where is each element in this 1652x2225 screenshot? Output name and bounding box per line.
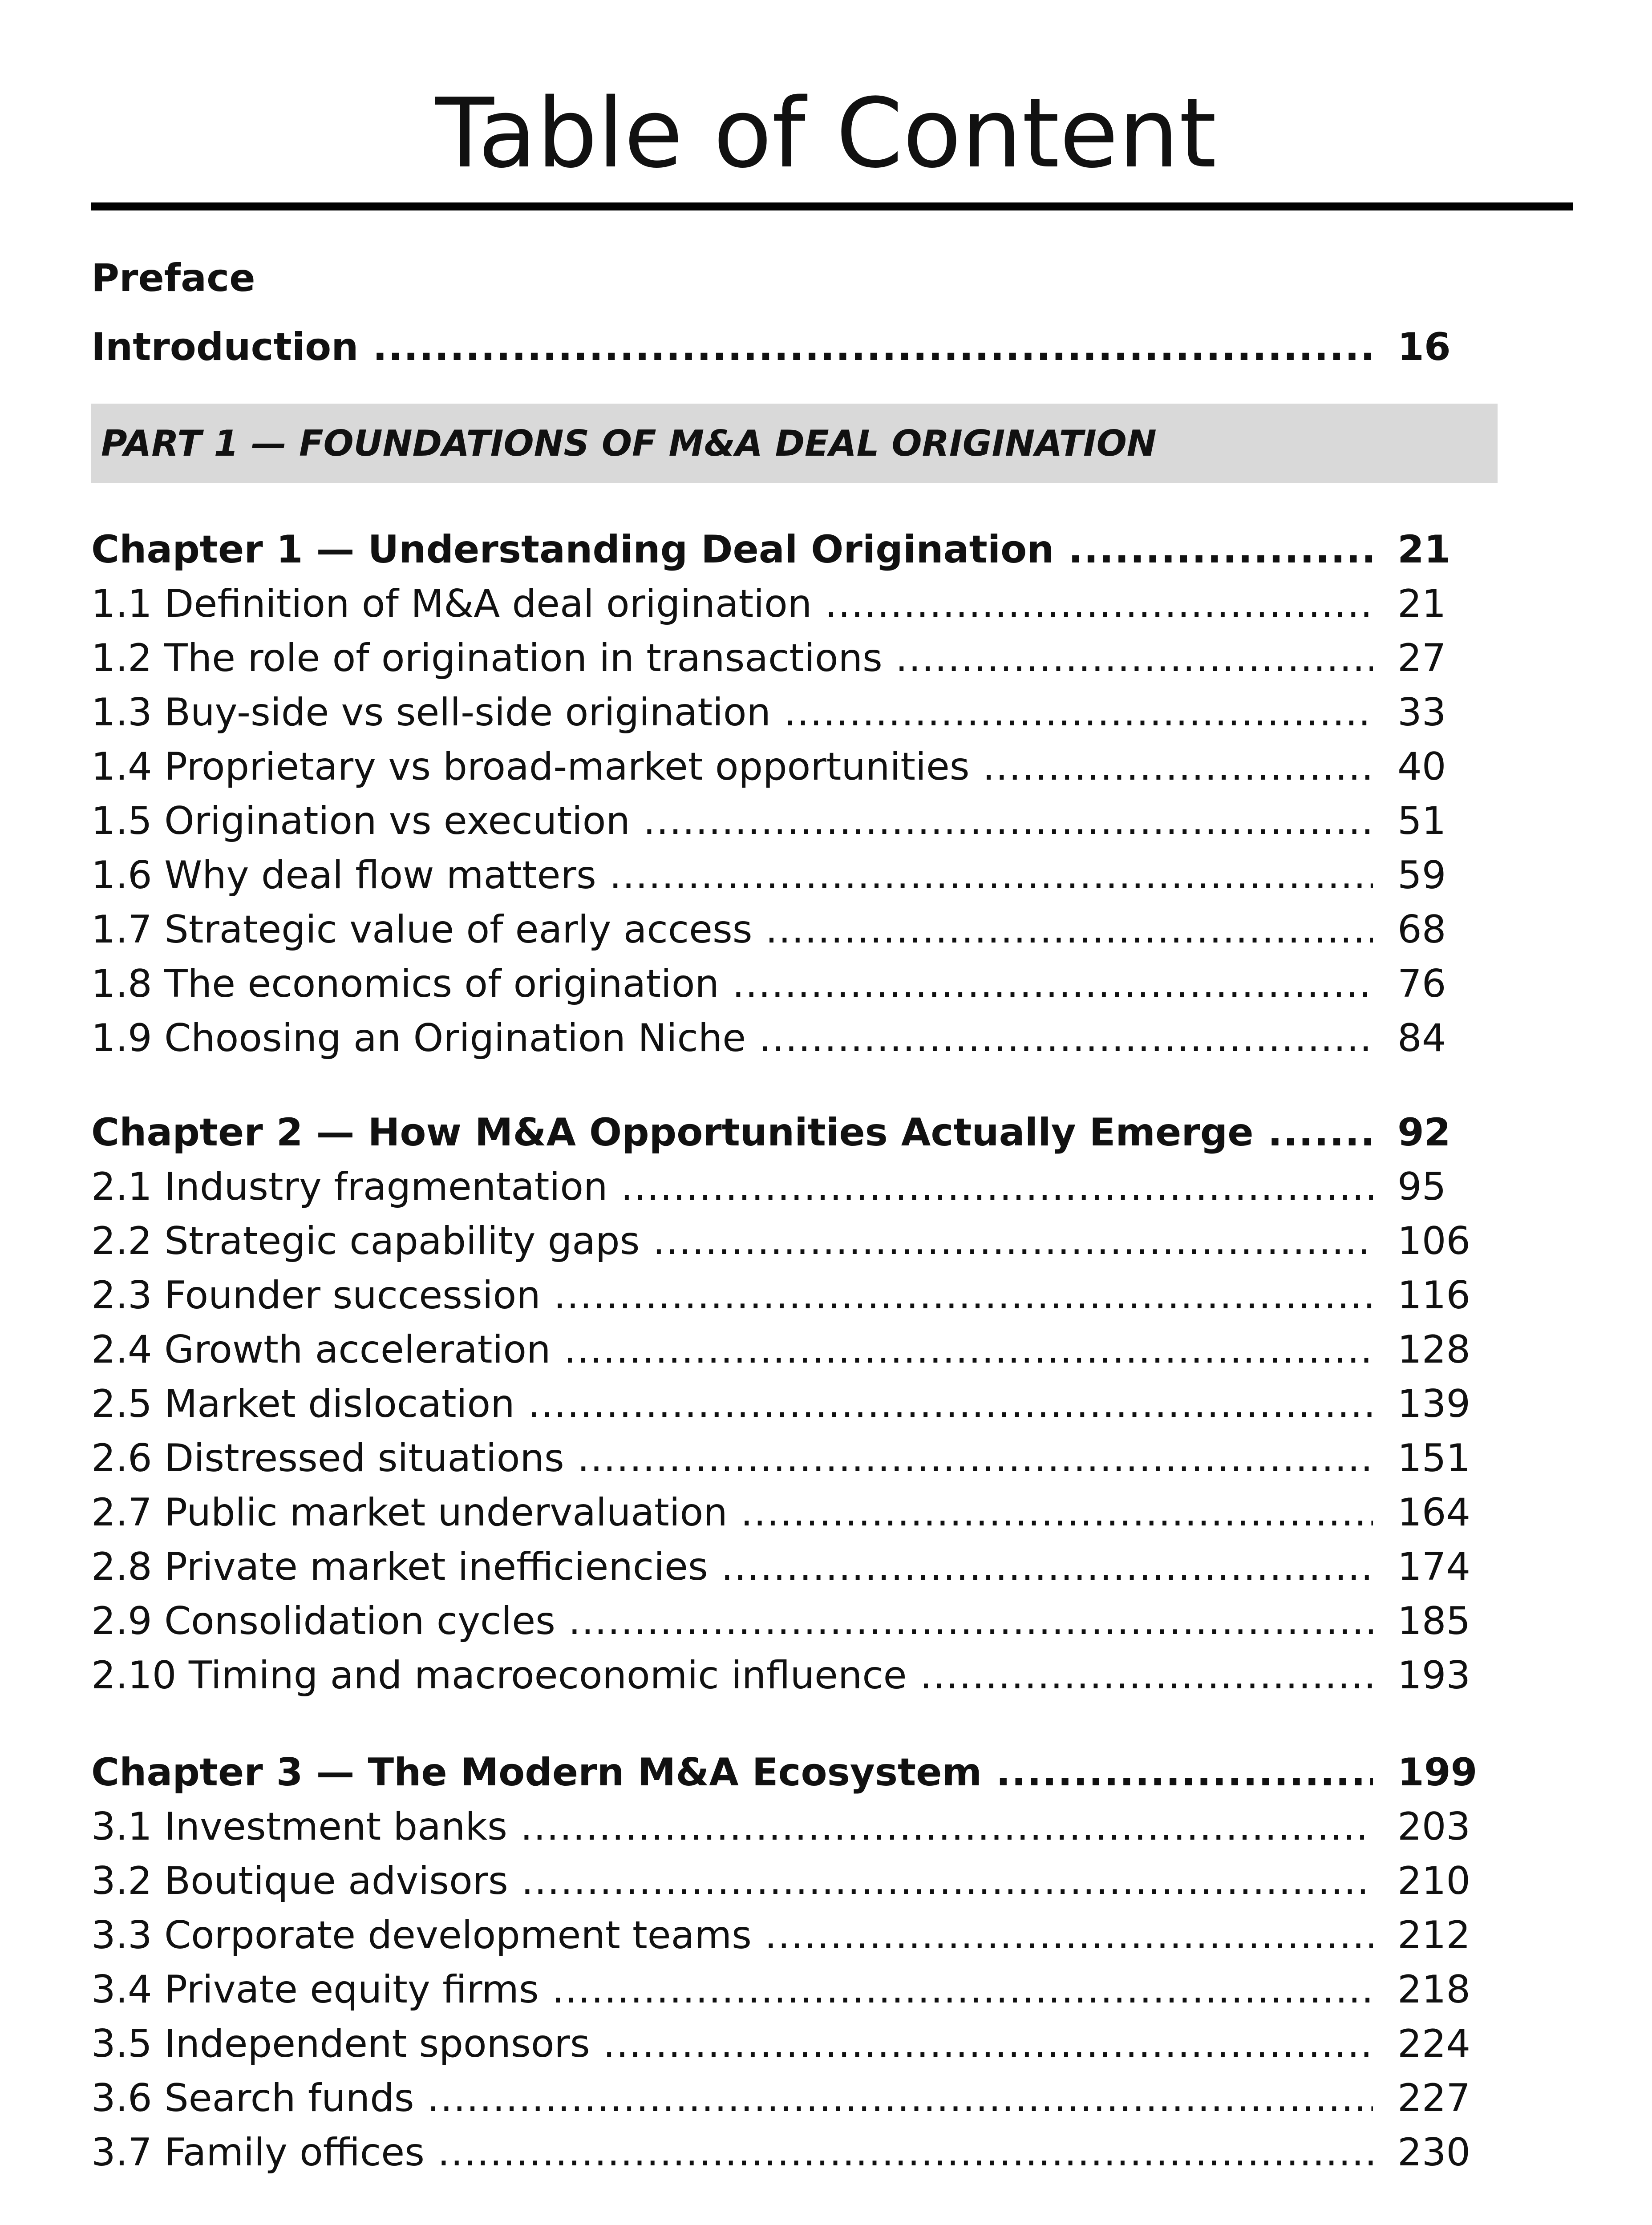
toc-entry-label: 3.1 Investment banks .....	[91, 1804, 1373, 1849]
toc-entry-chapter-1[interactable]	[91, 525, 1462, 574]
toc-entry-label: 2.1 Industry fragmentation .....	[91, 1165, 1373, 1209]
toc-entry-chapter-2[interactable]	[91, 1108, 1462, 1157]
toc-entry-section[interactable]	[91, 1597, 1471, 1646]
toc-entry-section[interactable]	[91, 851, 1462, 900]
toc-entry-label: 1.3 Buy-side vs sell-side origination .....	[91, 690, 1373, 735]
toc-entry-label: 2.2 Strategic capability gaps .....	[91, 1219, 1373, 1263]
toc-entry-page: 164	[1397, 1490, 1471, 1535]
part-heading	[91, 404, 1498, 483]
toc-entry-label: 1.7 Strategic value of early access .....	[91, 907, 1373, 952]
toc-entry-page: 116	[1397, 1273, 1471, 1318]
toc-entry-section[interactable]	[91, 905, 1462, 954]
toc-entry-section[interactable]	[91, 1014, 1462, 1063]
toc-entry-section[interactable]	[91, 1271, 1471, 1320]
toc-entry-chapter-3[interactable]	[91, 1748, 1478, 1797]
toc-entry-section[interactable]	[91, 742, 1462, 791]
toc-entry-section[interactable]	[91, 1380, 1471, 1428]
toc-entry-label: 1.4 Proprietary vs broad-market opportunities .....	[91, 744, 1373, 789]
toc-entry-label: 1.8 The economics of origination .....	[91, 962, 1373, 1006]
toc-entry-label: 1.1 Definition of M&A deal origination .....	[91, 582, 1373, 626]
toc-entry-page: 33	[1397, 690, 1446, 735]
toc-entry-page: 21	[1397, 527, 1451, 572]
toc-entry-label: 2.3 Founder succession .....	[91, 1273, 1373, 1318]
toc-entry-label: 1.9 Choosing an Origination Niche .....	[91, 1016, 1373, 1060]
toc-entry-page: 76	[1397, 962, 1446, 1006]
toc-entry-label: Chapter 1 — Understanding Deal Origination .....	[91, 527, 1373, 572]
toc-entry-page: 203	[1397, 1804, 1471, 1849]
toc-entry-page: 193	[1397, 1653, 1471, 1698]
toc-entry-label: 2.5 Market dislocation .....	[91, 1382, 1373, 1426]
page-title: Table of Content	[435, 77, 1217, 189]
toc-entry-page: 84	[1397, 1016, 1446, 1060]
toc-entry-label: 3.5 Independent sponsors .....	[91, 2022, 1373, 2066]
toc-entry-page: 92	[1397, 1110, 1451, 1155]
toc-entry-page: 40	[1397, 744, 1446, 789]
toc-entry-label: 2.9 Consolidation cycles .....	[91, 1599, 1373, 1643]
toc-entry-section[interactable]	[91, 1542, 1471, 1591]
toc-entry-page: 16	[1397, 325, 1451, 369]
toc-entry-section[interactable]	[91, 1857, 1471, 1905]
toc-entry-label: 1.6 Why deal flow matters .....	[91, 853, 1373, 898]
toc-entry-label: 3.7 Family offices .....	[91, 2130, 1373, 2175]
toc-entry-section[interactable]	[91, 1802, 1471, 1851]
toc-entry-label: 3.4 Private equity firms .....	[91, 1967, 1373, 2012]
toc-entry-label: Preface	[91, 256, 255, 300]
toc-entry-section[interactable]	[91, 634, 1462, 683]
toc-entry-section[interactable]	[91, 1162, 1462, 1211]
toc-entry-section[interactable]	[91, 2128, 1471, 2177]
toc-entry-preface[interactable]	[91, 254, 1462, 303]
toc-entry-introduction[interactable]	[91, 323, 1462, 372]
toc-entry-label: 2.7 Public market undervaluation .....	[91, 1490, 1373, 1535]
toc-entry-section[interactable]	[91, 2019, 1471, 2068]
toc-entry-label: 3.6 Search funds .....	[91, 2076, 1373, 2120]
toc-entry-page: 185	[1397, 1599, 1471, 1643]
toc-entry-page: 212	[1397, 1913, 1471, 1958]
toc-entry-section[interactable]	[91, 579, 1462, 628]
toc-entry-page: 51	[1397, 799, 1446, 843]
toc-entry-section[interactable]	[91, 1325, 1471, 1374]
toc-entry-page: 95	[1397, 1165, 1446, 1209]
toc-entry-page: 224	[1397, 2022, 1471, 2066]
toc-entry-label: Chapter 2 — How M&A Opportunities Actually Emerge .....	[91, 1110, 1373, 1155]
toc-entry-page: 230	[1397, 2130, 1471, 2175]
toc-entry-label: Introduction .....	[91, 325, 1373, 369]
toc-entry-page: 106	[1397, 1219, 1471, 1263]
title-divider	[91, 202, 1573, 210]
toc-entry-section[interactable]	[91, 1965, 1471, 2014]
toc-entry-section[interactable]	[91, 797, 1462, 846]
toc-entry-page: 174	[1397, 1545, 1471, 1589]
toc-entry-label: 2.10 Timing and macroeconomic influence .....	[91, 1653, 1373, 1698]
toc-entry-page: 68	[1397, 907, 1446, 952]
toc-entry-page: 21	[1397, 582, 1446, 626]
toc-entry-section[interactable]	[91, 688, 1462, 737]
toc-entry-page: 199	[1397, 1750, 1478, 1795]
toc-entry-label: 3.3 Corporate development teams .....	[91, 1913, 1373, 1958]
toc-entry-label: 2.6 Distressed situations .....	[91, 1436, 1373, 1481]
toc-entry-label: 1.2 The role of origination in transactions .....	[91, 636, 1373, 680]
toc-entry-label: 2.4 Growth acceleration .....	[91, 1327, 1373, 1372]
toc-entry-page: 227	[1397, 2076, 1471, 2120]
toc-entry-section[interactable]	[91, 1434, 1471, 1483]
toc-entry-page: 151	[1397, 1436, 1471, 1481]
toc-entry-label: 2.8 Private market inefficiencies .....	[91, 1545, 1373, 1589]
toc-entry-page: 128	[1397, 1327, 1471, 1372]
part-heading-label: PART 1 — FOUNDATIONS OF M&A DEAL ORIGINATION	[101, 422, 1157, 464]
toc-entry-section[interactable]	[91, 1651, 1471, 1700]
toc-entry-page: 59	[1397, 853, 1446, 898]
toc-entry-section[interactable]	[91, 1217, 1471, 1266]
toc-entry-page: 27	[1397, 636, 1446, 680]
toc-entry-section[interactable]	[91, 1488, 1471, 1537]
toc-entry-section[interactable]	[91, 959, 1462, 1008]
toc-entry-page: 210	[1397, 1859, 1471, 1903]
toc-entry-page: 218	[1397, 1967, 1471, 2012]
toc-entry-label: 1.5 Origination vs execution .....	[91, 799, 1373, 843]
toc-entry-label: Chapter 3 — The Modern M&A Ecosystem .....	[91, 1750, 1373, 1795]
toc-entry-page: 139	[1397, 1382, 1471, 1426]
toc-entry-section[interactable]	[91, 2074, 1471, 2123]
toc-entry-section[interactable]	[91, 1911, 1471, 1960]
toc-entry-label: 3.2 Boutique advisors .....	[91, 1859, 1373, 1903]
